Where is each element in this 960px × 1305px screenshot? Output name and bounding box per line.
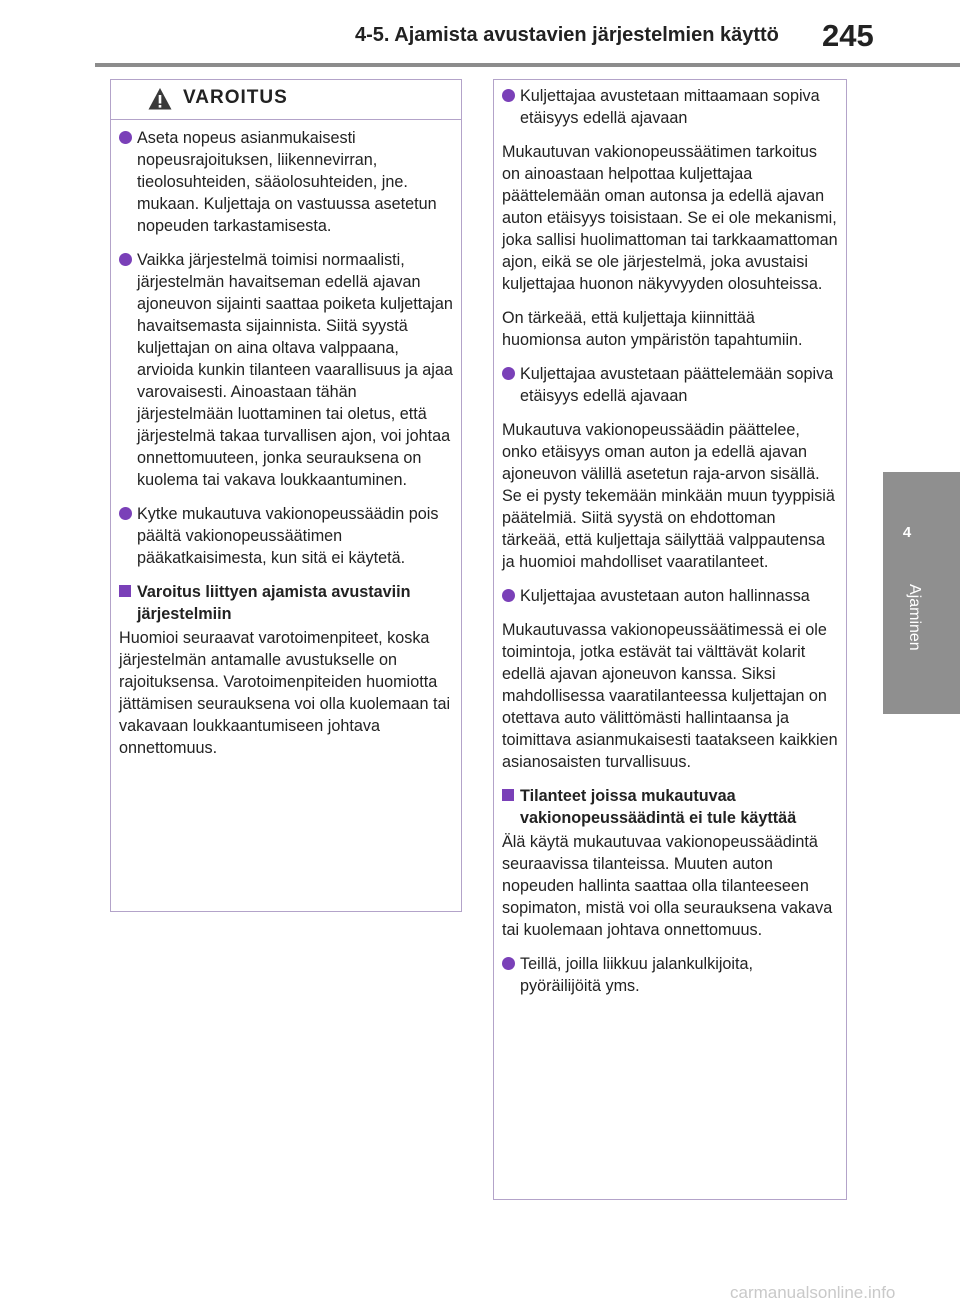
info-bullet-text: Kuljettajaa avustetaan päättelemään sopiva etäisyys edellä ajavaan bbox=[520, 365, 834, 405]
warning-bullet-text: Aseta nopeus asianmukaisesti nopeusrajoituksen, liikennevirran, tieolosuhteiden, sääolosuhteiden, jne. mukaan. Kuljettaja on vastuussa asetetun nopeuden tarkastamisesta. bbox=[137, 129, 437, 235]
bullet-dot-icon bbox=[502, 367, 515, 380]
warning-box bbox=[110, 79, 462, 912]
warning-header bbox=[111, 80, 461, 120]
watermark-text: carmanualsonline.info bbox=[730, 1283, 896, 1302]
chapter-label: Ajaminen bbox=[906, 584, 923, 651]
warning-subheading-text: Varoitus liittyen ajamista avustaviin järjestelmiin bbox=[137, 583, 411, 623]
bullet-dot-icon bbox=[502, 589, 515, 602]
info-paragraph: Mukautuvan vakionopeussäätimen tarkoitus on ainoastaan helpottaa kuljettajaa päättelemään oman autonsa ja edellä ajavan auton etäisyys toisistaan. Se ei ole mekanismi, joka sallisi huolimattoman tai tarkkaamattoman ajon, eikä se ole järjestelmä, joka avustaisi kuljettajaa huonon näkyvyyden olosuhteissa. bbox=[502, 143, 838, 293]
bullet-dot-icon bbox=[502, 89, 515, 102]
info-paragraph: Mukautuva vakionopeussäädin päättelee, onko etäisyys oman auton ja edellä ajavan ajoneuvon välillä asetetun raja-arvon sisällä. Se ei pysty tekemään minkään muun tyyppisiä päätelmiä. Siitä syystä on ehdottoman tärkeää, että kuljettaja säilyttää valppautensa ja huomioi mahdolliset vaaratilanteet. bbox=[502, 421, 835, 571]
warning-subheading bbox=[119, 581, 453, 625]
warning-paragraph: Huomioi seuraavat varotoimenpiteet, koska järjestelmän antamalle avustukselle on rajoituksensa. Varotoimenpiteiden huomiotta jättämisen seurauksena voi olla kuolemaan tai vakavaan loukkaantumiseen johtava onnettomuus. bbox=[119, 629, 451, 757]
info-paragraph: On tärkeää, että kuljettaja kiinnittää huomionsa auton ympäristön tapahtumiin. bbox=[502, 309, 803, 349]
info-paragraph: Mukautuvassa vakionopeussäätimessä ei ole toimintoja, jotka estävät tai välttävät kolarit edellä ajavan ajoneuvon kanssa. Siksi mahdollisessa vaaratilanteessa kuljettajan on otettava auto välittömästi hallintaansa ja toimittava asianmukaisesti taatakseen kaikkien asianosaisten turvallisuus. bbox=[502, 621, 838, 771]
info-bullet-text: Teillä, joilla liikkuu jalankulkijoita, pyöräilijöitä yms. bbox=[520, 955, 754, 995]
warning-bullet-text: Vaikka järjestelmä toimisi normaalisti, järjestelmän havaitseman edellä ajavan ajoneuvon sijainti saattaa poiketa kuljettajan havaitsemasta sijainnista. Siitä syystä kuljettajan on aina oltava valppaana, arvioida kunkin tilanteen vaarallisuus ja ajaa varovaisesti. Ainoastaan tähän järjestelmään luottaminen tai oletus, että järjestelmä takaa turvallisen ajon, voi johtaa onnettomuuteen, jonka seurauksena on kuolema tai vakava loukkaantuminen. bbox=[137, 251, 453, 489]
bullet-dot-icon bbox=[119, 131, 132, 144]
situations-subheading bbox=[502, 785, 838, 829]
situations-subheading-text: Tilanteet joissa mukautuvaa vakionopeussäädintä ei tule käyttää bbox=[520, 787, 797, 827]
info-bullet bbox=[502, 953, 838, 997]
bullet-dot-icon bbox=[119, 253, 132, 266]
info-bullet bbox=[502, 363, 838, 407]
warning-content bbox=[111, 120, 461, 759]
info-bullet bbox=[502, 85, 838, 129]
warning-bullet bbox=[119, 127, 453, 237]
warning-title: VAROITUS bbox=[183, 87, 288, 108]
chapter-side-tab bbox=[883, 472, 960, 714]
continued-warning-box bbox=[493, 79, 847, 1200]
info-bullet-text: Kuljettajaa avustetaan mittaamaan sopiva etäisyys edellä ajavaan bbox=[520, 87, 820, 127]
bullet-dot-icon bbox=[119, 507, 132, 520]
page-number: 245 bbox=[822, 18, 874, 53]
info-bullet bbox=[502, 585, 838, 607]
header-divider bbox=[95, 63, 960, 67]
warning-triangle-icon bbox=[148, 87, 172, 111]
info-bullet-text: Kuljettajaa avustetaan auton hallinnassa bbox=[520, 587, 810, 605]
continued-content bbox=[494, 80, 846, 997]
info-paragraph: Älä käytä mukautuvaa vakionopeussäädintä seuraavissa tilanteissa. Muuten auton nopeuden hallinta saattaa olla tilanteeseen sopimaton, mistä voi olla seurauksena vakava tai kuolemaan johtava onnettomuus. bbox=[502, 833, 833, 939]
square-bullet-icon bbox=[502, 789, 514, 801]
square-bullet-icon bbox=[119, 585, 131, 597]
bullet-dot-icon bbox=[502, 957, 515, 970]
warning-bullet bbox=[119, 249, 453, 491]
chapter-number: 4 bbox=[902, 524, 912, 541]
warning-bullet bbox=[119, 503, 453, 569]
warning-bullet-text: Kytke mukautuva vakionopeussäädin pois päältä vakionopeussäätimen pääkatkaisimesta, kun sitä ei käytetä. bbox=[137, 505, 439, 567]
running-header-title: 4-5. Ajamista avustavien järjestelmien käyttö bbox=[355, 24, 779, 46]
